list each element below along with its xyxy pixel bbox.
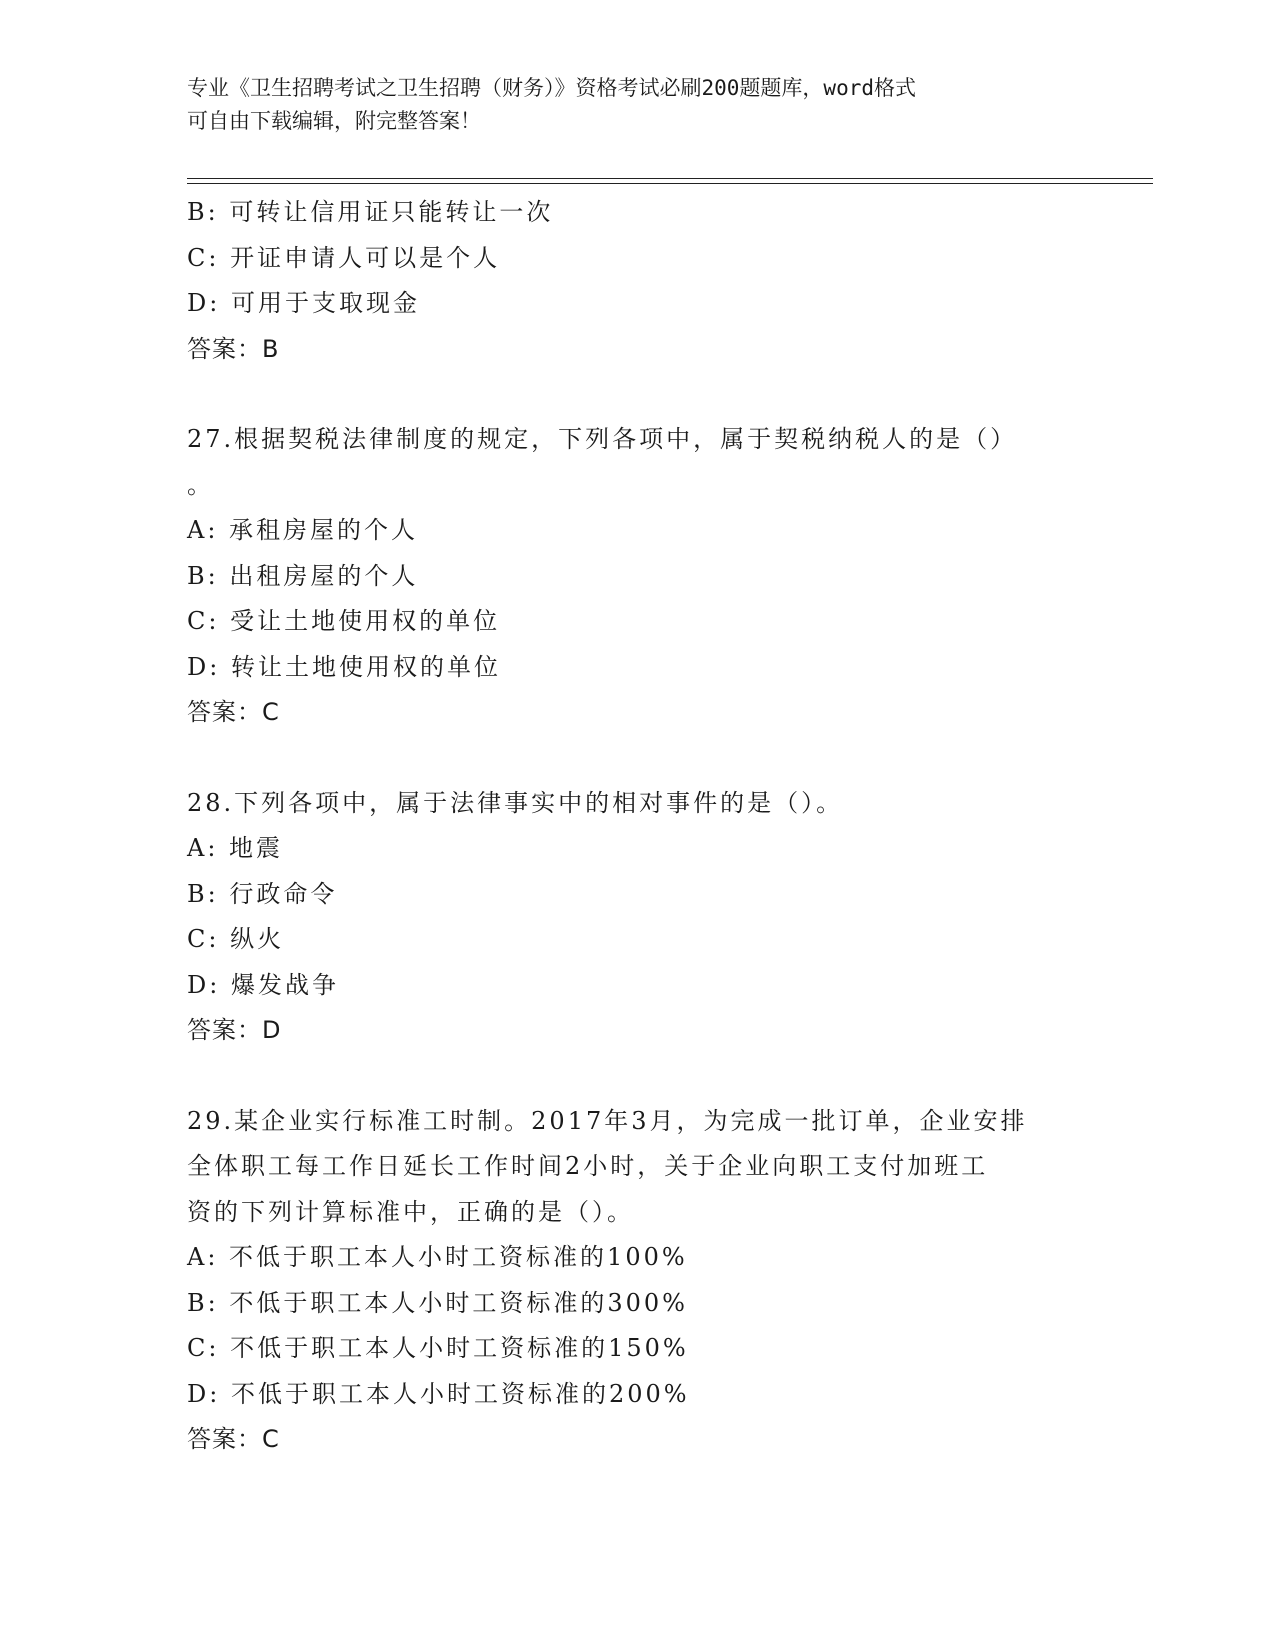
question-27 <box>187 417 1087 736</box>
option-a: A: 承租房屋的个人 <box>187 516 419 544</box>
question-stem-line: 29.某企业实行标准工时制。2017年3月，为完成一批订单，企业安排 <box>187 1106 1028 1135</box>
option-c: C: 开证申请人可以是个人 <box>187 243 501 272</box>
option-b: B: 不低于职工本人小时工资标准的300% <box>187 1288 688 1317</box>
question-28 <box>187 781 1087 1054</box>
option-d: D: 转让土地使用权的单位 <box>187 652 501 681</box>
option-c: C: 纵火 <box>187 925 285 953</box>
header-line-2: 可自由下载编辑，附完整答案！ <box>187 109 481 133</box>
option-b: B: 出租房屋的个人 <box>187 561 419 590</box>
option-a: A: 地震 <box>187 834 284 862</box>
option-c: C: 不低于职工本人小时工资标准的150% <box>187 1334 689 1362</box>
option-d: D: 可用于支取现金 <box>187 289 420 317</box>
option-b: B: 可转让信用证只能转让一次 <box>187 198 554 226</box>
question-stem-line: 全体职工每工作日延长工作时间2小时，关于企业向职工支付加班工 <box>187 1152 989 1180</box>
answer: 答案：D <box>187 1016 282 1044</box>
question-list <box>187 190 1087 1463</box>
question-stem-line: 28.下列各项中，属于法律事实中的相对事件的是（）。 <box>187 788 844 817</box>
answer: 答案：C <box>187 698 280 726</box>
question-stem-line: 。 <box>187 470 214 499</box>
header-rule-top <box>187 178 1153 179</box>
question-prev <box>187 190 1087 372</box>
option-b: B: 行政命令 <box>187 879 338 908</box>
header-rule-bottom <box>187 183 1153 184</box>
question-stem-line: 资的下列计算标准中，正确的是（）。 <box>187 1197 634 1226</box>
answer: 答案：B <box>187 334 280 363</box>
option-d: D: 不低于职工本人小时工资标准的200% <box>187 1379 690 1408</box>
page-header <box>187 72 1087 138</box>
question-stem-line: 27.根据契税法律制度的规定，下列各项中，属于契税纳税人的是（） <box>187 425 1018 453</box>
header-line-1: 专业《卫生招聘考试之卫生招聘（财务）》资格考试必刷200题题库，word格式 <box>187 76 916 100</box>
answer: 答案：C <box>187 1425 280 1453</box>
option-d: D: 爆发战争 <box>187 970 339 999</box>
question-29 <box>187 1099 1087 1463</box>
option-a: A: 不低于职工本人小时工资标准的100% <box>187 1243 688 1271</box>
option-c: C: 受让土地使用权的单位 <box>187 607 501 635</box>
